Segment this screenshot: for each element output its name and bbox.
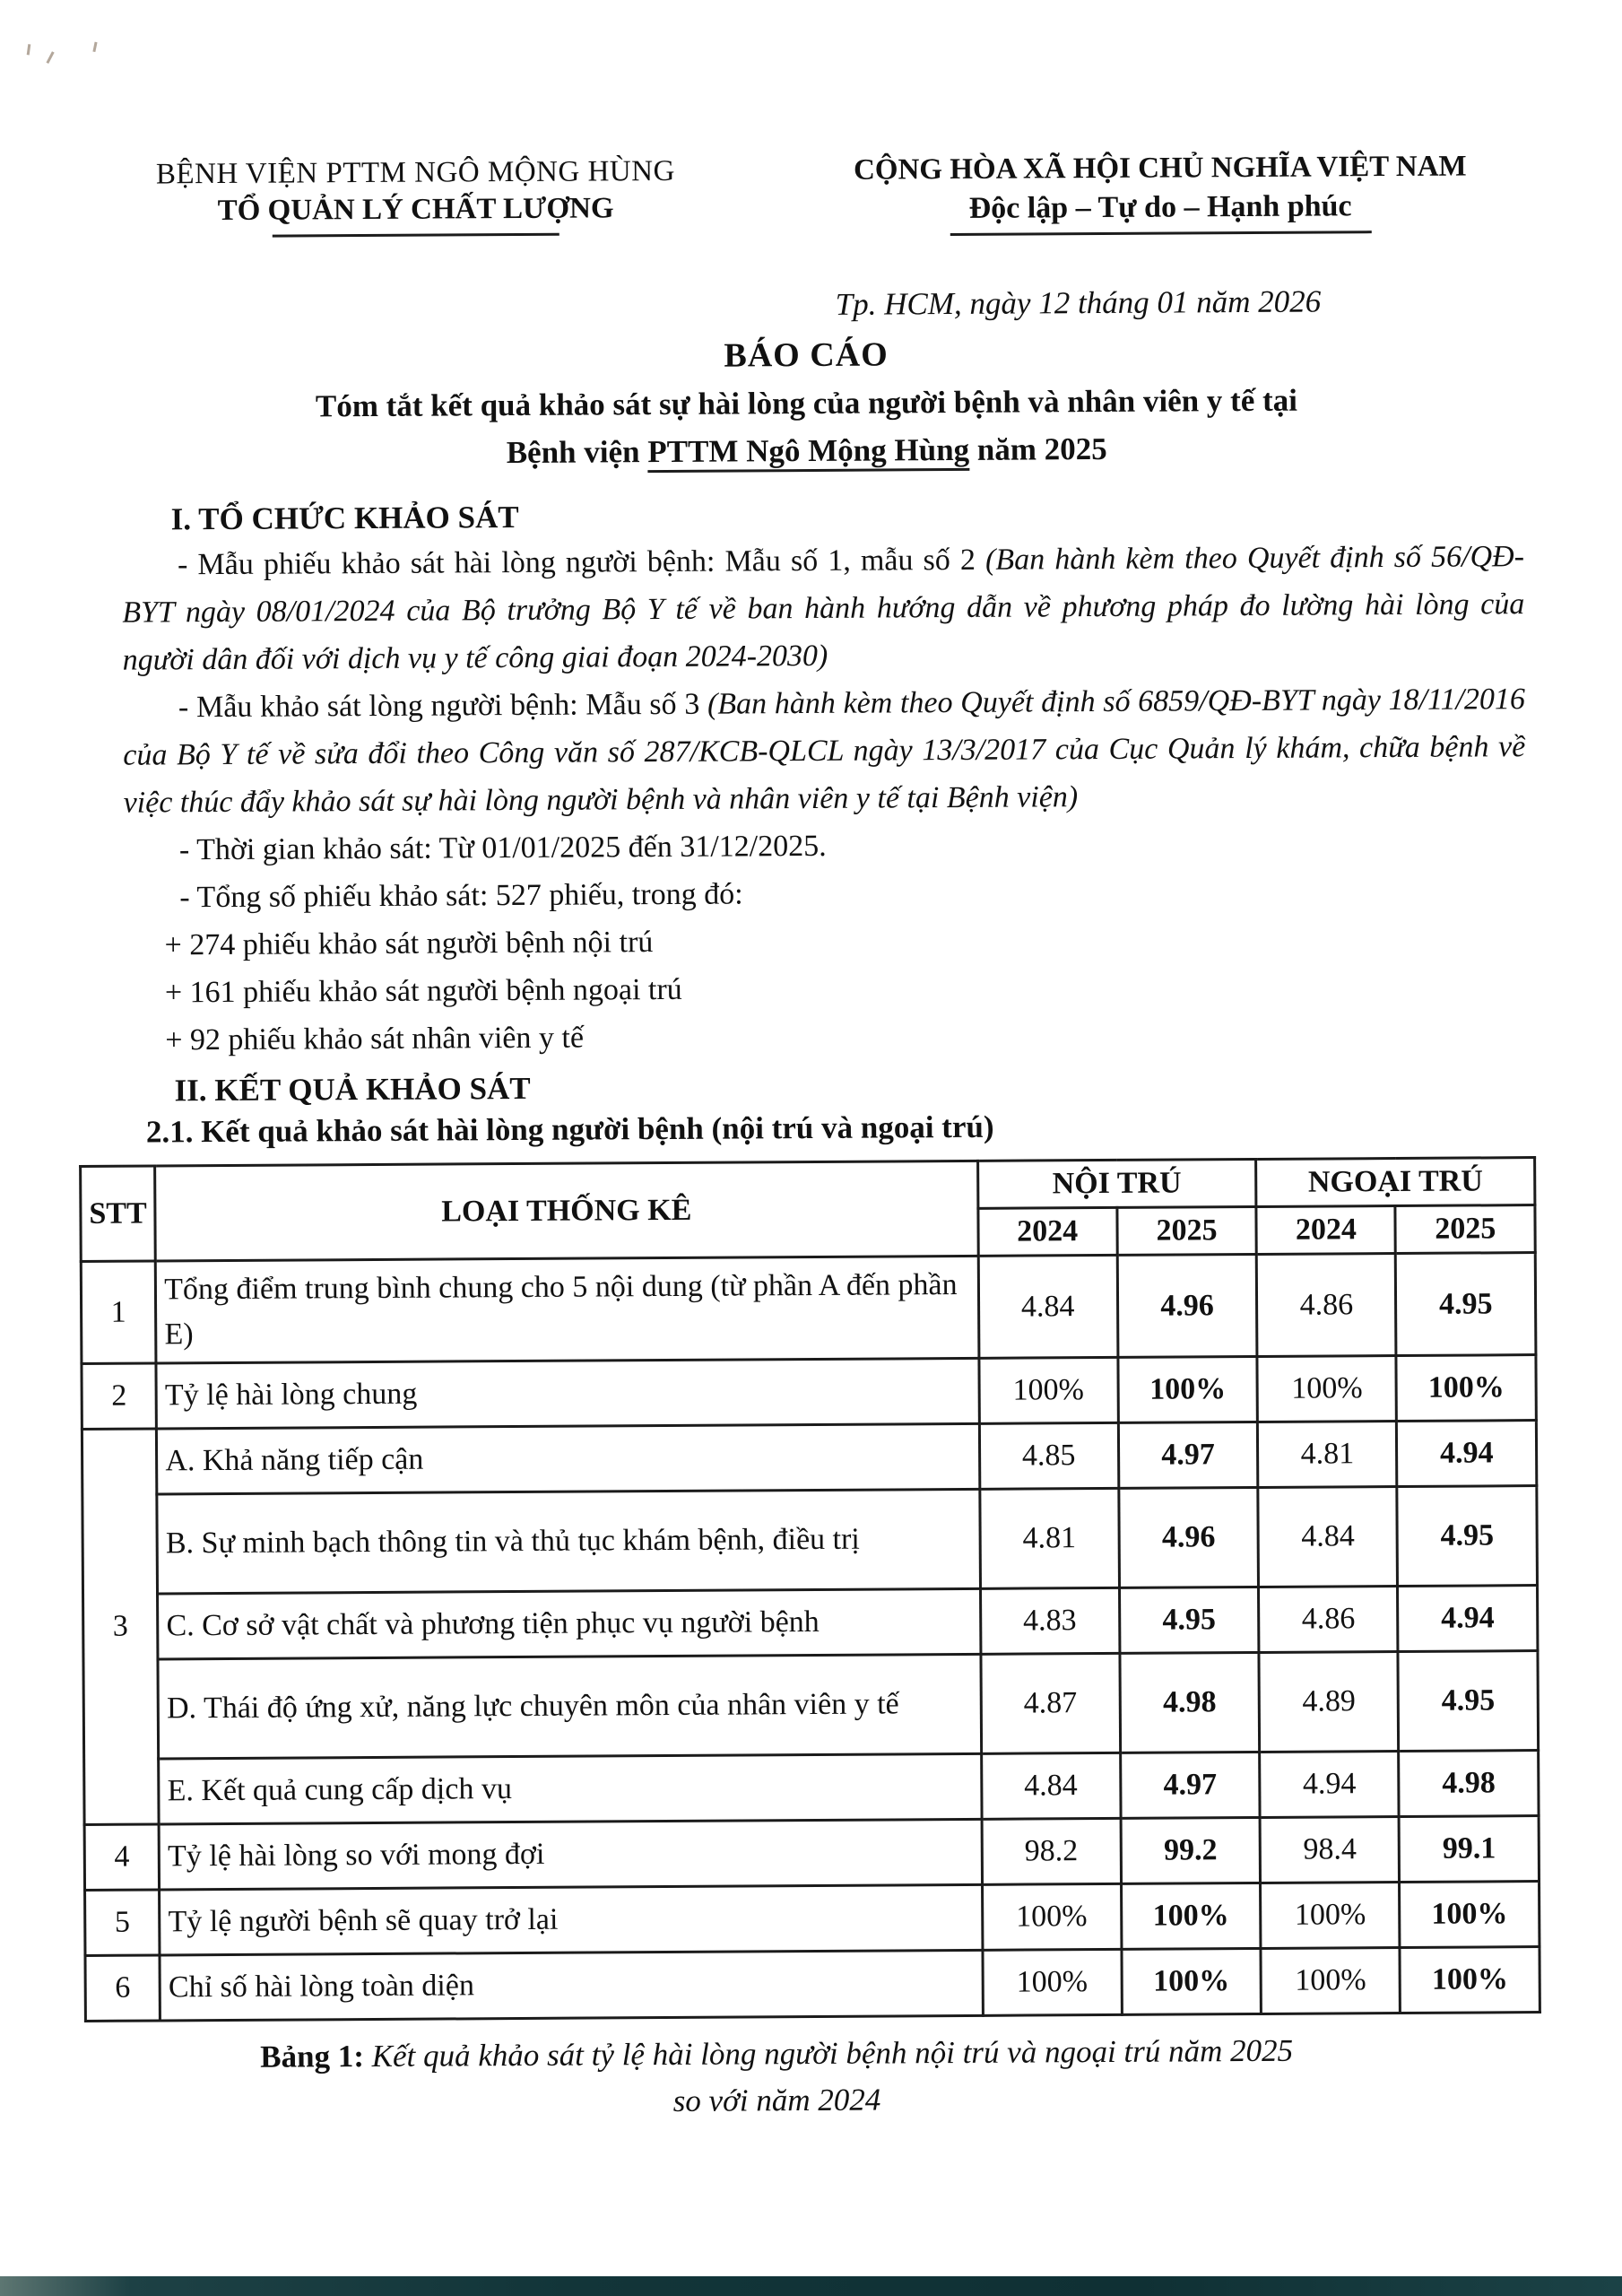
pen-marks [25,40,133,68]
bullet-inpatient-forms: + 274 phiếu khảo sát người bệnh nội trú [164,926,654,962]
row-value: 100% [1261,1882,1401,1948]
table-caption [104,2027,1450,2129]
row-label: Tỷ lệ hài lòng chung [156,1358,979,1429]
row-value: 4.98 [1120,1652,1260,1752]
subtitle-line2-prefix: Bệnh viện [506,433,648,470]
row-value: 99.2 [1121,1817,1261,1883]
col-header-stt: STT [81,1166,156,1262]
row-label: D. Thái độ ứng xử, năng lực chuyên môn của nhân viên y tế [158,1654,981,1759]
row-stt: 2 [82,1363,157,1430]
header-right-block [758,150,1562,237]
row-value: 4.81 [1258,1421,1398,1487]
dateline: Tp. HCM, ngày 12 tháng 01 năm 2026 [835,283,1322,322]
row-value: 100% [1122,1948,1262,2014]
row-label: E. Kết quả cung cấp dịch vụ [159,1753,982,1824]
row-value: 4.97 [1118,1422,1258,1488]
scan-edge-band [0,2276,1622,2296]
table-row [82,1355,1536,1430]
table-row [84,1815,1539,1890]
row-value: 4.96 [1117,1255,1257,1358]
table-row [82,1486,1538,1595]
section2-heading: II. KẾT QUẢ KHẢO SÁT [174,1071,531,1109]
table-row [85,1946,1540,2021]
org-department: TỔ QUẢN LÝ CHẤT LƯỢNG [217,192,614,228]
para1-italic: (Ban hành kèm theo Quyết định số 56/QĐ-BYT ngày 08/01/2024 của Bộ trưởng Bộ Y tế về ban hành hướng dẫn về phương pháp đo lường hài lòng của người dân đối với dịch vụ y tế công giai đoạn 2024-2030) [122,540,1525,677]
row-value: 4.83 [980,1587,1120,1654]
section2-subheading: 2.1. Kết quả khảo sát hài lòng người bệnh (nội trú và ngoại trú) [145,1109,994,1150]
header-left-block [73,154,759,241]
table-row [81,1253,1536,1363]
row-value: 100% [978,1357,1118,1423]
document-title: BÁO CÁO [724,335,889,375]
row-value: 100% [982,1883,1122,1950]
row-value: 100% [1121,1883,1261,1949]
row-value: 4.84 [1258,1486,1398,1587]
row-value: 4.95 [1396,1253,1536,1356]
row-value: 4.94 [1398,1585,1538,1651]
row-value: 4.96 [1119,1487,1259,1587]
row-stt: 3 [82,1429,159,1825]
bullet-outpatient-forms: + 161 phiếu khảo sát người bệnh ngoại trú [164,973,682,1010]
national-motto-line1: CỘNG HÒA XÃ HỘI CHỦ NGHĨA VIỆT NAM [853,150,1467,187]
col-header-year: 2025 [1395,1205,1535,1254]
row-label: Tỷ lệ hài lòng so với mong đợi [159,1819,982,1890]
bullet-survey-time: - Thời gian khảo sát: Từ 01/01/2025 đến 31/12/2025. [178,830,827,867]
row-value: 4.95 [1119,1587,1259,1653]
row-value: 4.95 [1397,1486,1537,1587]
row-label: B. Sự minh bạch thông tin và thủ tục khám bệnh, điều trị [157,1489,980,1594]
row-label: Tổng điểm trung bình chung cho 5 nội dung (từ phần A đến phần E) [156,1257,979,1363]
bullet-staff-forms: + 92 phiếu khảo sát nhân viên y tế [165,1021,585,1057]
row-value: 4.94 [1397,1421,1537,1487]
bullet-total-forms: - Tổng số phiếu khảo sát: 527 phiếu, trong đó: [179,877,743,915]
col-header-statistic: LOẠI THỐNG KÊ [155,1161,978,1262]
row-value: 100% [1400,1946,1540,2013]
document-header [73,150,1563,241]
row-value: 100% [1396,1355,1536,1422]
section1-para1 [122,533,1525,684]
caption-text-line2: so với năm 2024 [672,2082,881,2119]
row-value: 4.87 [980,1653,1120,1753]
row-value: 100% [1261,1947,1401,2013]
row-value: 100% [1257,1355,1397,1422]
table-head [81,1158,1536,1262]
row-value: 4.84 [978,1256,1118,1359]
subtitle-line2-suffix: năm 2025 [968,430,1107,467]
row-value: 98.4 [1260,1816,1400,1883]
col-header-year: 2024 [977,1208,1117,1257]
subtitle-line1: Tóm tắt kết quả khảo sát sự hài lòng của người bệnh và nhân viên y tế tại [315,382,1298,424]
table-row [85,1881,1540,1955]
header-left-underline [273,233,559,238]
national-motto-line2: Độc lập – Tự do – Hạnh phúc [968,189,1352,225]
col-header-year: 2024 [1256,1206,1396,1255]
caption-label: Bảng 1: [260,2039,365,2074]
row-value: 4.86 [1259,1586,1399,1652]
row-value: 100% [1118,1356,1258,1422]
subtitle-line2-underlined: PTTM Ngô Mộng Hùng [647,431,969,472]
row-stt: 6 [85,1955,160,2022]
row-stt: 4 [84,1824,160,1891]
table-row [82,1421,1536,1495]
col-group-inpatient: NỘI TRÚ [977,1160,1256,1209]
row-value: 4.89 [1259,1651,1399,1752]
table-row [84,1750,1539,1824]
table-row [83,1585,1538,1659]
row-value: 4.98 [1399,1750,1539,1816]
row-value: 4.84 [981,1752,1121,1819]
section1-heading: I. TỔ CHỨC KHẢO SÁT [170,499,519,537]
para1-normal: - Mẫu phiếu khảo sát hài lòng người bệnh: Mẫu số 1, mẫu số 2 [177,543,986,582]
col-header-year: 2025 [1117,1207,1257,1256]
header-right-underline [950,230,1371,236]
row-label: Tỷ lệ người bệnh sẽ quay trở lại [160,1884,983,1955]
caption-text-line1: Kết quả khảo sát tỷ lệ hài lòng người bệnh nội trú và ngoại trú năm 2025 [363,2032,1294,2074]
row-value: 4.94 [1260,1751,1400,1817]
row-stt: 5 [85,1890,160,1956]
row-value: 4.97 [1120,1752,1260,1818]
row-value: 100% [1400,1881,1540,1947]
section1-para2 [123,675,1526,827]
document-subtitle [0,375,1618,479]
table-body [81,1253,1540,2021]
row-value: 98.2 [982,1818,1122,1884]
org-name: BỆNH VIỆN PTTM NGÔ MỘNG HÙNG [155,154,675,191]
survey-results-table [79,1156,1541,2022]
row-value: 99.1 [1400,1815,1540,1882]
row-value: 4.86 [1256,1254,1396,1357]
table-row [83,1650,1539,1759]
row-value: 4.81 [979,1488,1119,1588]
subtitle-line2 [0,422,1618,480]
row-label: Chỉ số hài lòng toàn diện [160,1950,983,2021]
row-stt: 1 [81,1261,156,1363]
para2-italic: (Ban hành kèm theo Quyết định số 6859/QĐ-BYT ngày 18/11/2016 của Bộ Y tế về sửa đổi theo Công văn số 287/KCB-QLCL ngày 13/3/2017 của Cục Quản lý khám, chữa bệnh về việc thúc đẩy khảo sát sự hài lòng người bệnh và nhân viên y tế tại Bệnh viện) [123,683,1526,820]
row-value: 100% [982,1949,1122,2015]
col-group-outpatient: NGOẠI TRÚ [1256,1158,1535,1207]
row-value: 4.85 [979,1422,1119,1489]
row-label: C. Cơ sở vật chất và phương tiện phục vụ người bệnh [158,1588,981,1659]
row-label: A. Khả năng tiếp cận [157,1423,980,1494]
row-value: 4.95 [1398,1650,1538,1751]
para2-normal: - Mẫu khảo sát lòng người bệnh: Mẫu số 3 [178,687,708,725]
